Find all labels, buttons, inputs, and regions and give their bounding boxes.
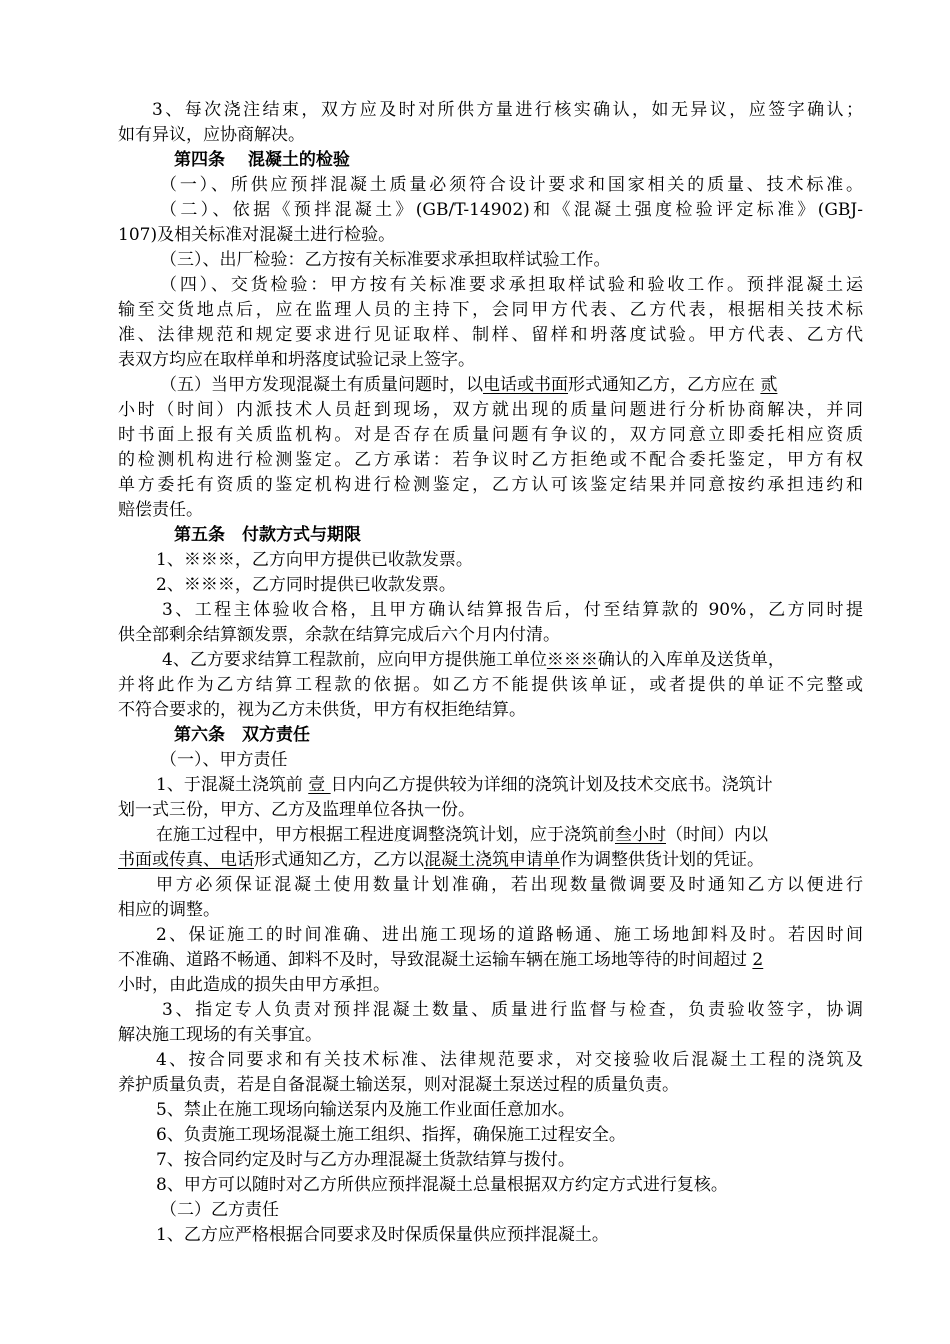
text-span: （二）乙方责任 [160,1200,279,1220]
paragraph-line [118,923,863,948]
text-span: （四）、交货检验：甲方按有关标准要求承担取样试验和验收工作。预拌混凝土运 [160,275,863,295]
text-span: 时书面上报有关质监机构。对是否存在质量问题有争议的，双方同意立即委托相应资质 [118,425,863,445]
underlined-field: 混凝土浇筑申请单 [424,850,560,870]
paragraph-line [118,873,863,898]
text-span: 1、乙方应严格根据合同要求及时保质保量供应预拌混凝土。 [156,1225,609,1245]
text-span: 5、禁止在施工现场向输送泵内及施工作业面任意加水。 [156,1100,575,1120]
paragraph-line [118,1023,863,1048]
section-heading [118,523,863,548]
text-span: 4、按合同要求和有关技术标准、法律规范要求，对交接验收后混凝土工程的浇筑及 [156,1050,863,1070]
text-span: 第六条 双方责任 [174,725,310,745]
paragraph-line [118,623,863,648]
paragraph-line [118,1198,863,1223]
text-span: 输至交货地点后，应在监理人员的主持下，会同甲方代表、乙方代表，根据相关技术标 [118,300,863,320]
paragraph-line [118,748,863,773]
text-span: 4、乙方要求结算工程款前，应向甲方提供施工单位 [162,650,547,670]
paragraph-line [118,998,863,1023]
text-span: 的检测机构进行检测鉴定。乙方承诺：若争议时乙方拒绝或不配合委托鉴定，甲方有权 [118,450,863,470]
paragraph-line [118,373,863,398]
paragraph-line [118,1173,863,1198]
paragraph-line [118,98,863,123]
text-span: 确认的入库单及送货单， [597,650,785,670]
text-span: 准、法律规范和规定要求进行见证取样、制样、留样和坍落度试验。甲方代表、乙方代 [118,325,863,345]
text-span: 8、甲方可以随时对乙方所供应预拌混凝土总量根据双方约定方式进行复核。 [156,1175,728,1195]
text-span: （时间）内以 [666,825,768,845]
text-span: 单方委托有资质的鉴定机构进行检测鉴定，乙方认可该鉴定结果并同意按约承担违约和 [118,475,863,495]
paragraph-line [118,323,863,348]
paragraph-line [118,848,863,873]
paragraph-line [118,948,863,973]
paragraph-line [118,1148,863,1173]
paragraph-line [118,1123,863,1148]
paragraph-line [118,398,863,423]
underlined-field: 贰 [760,375,778,395]
text-span: 第五条 付款方式与期限 [174,525,361,545]
text-span: 供全部剩余结算额发票，余款在结算完成后六个月内付清。 [118,625,560,645]
text-span: 3、每次浇注结束，双方应及时对所供方量进行核实确认，如无异议，应签字确认； [152,100,863,120]
text-span: 3、指定专人负责对预拌混凝土数量、质量进行监督与检查，负责验收签字，协调 [162,1000,863,1020]
paragraph-line [118,498,863,523]
paragraph-line [118,1073,863,1098]
text-span: 划一式三份，甲方、乙方及监理单位各执一份。 [118,800,475,820]
paragraph-line [118,473,863,498]
text-span: （二）、依据《预拌混凝土》(GB/T-14902)和《混凝土强度检验评定标准》(GBJ- [160,200,863,220]
paragraph-line [118,798,863,823]
text-span: （一）、甲方责任 [160,750,288,770]
paragraph-line [118,1098,863,1123]
text-span: 赔偿责任。 [118,500,203,520]
text-span: 日内向乙方提供较为详细的浇筑计划及技术交底书。浇筑计 [330,775,773,795]
text-span: 1、于混凝土浇筑前 [156,775,309,795]
text-span: 小时，由此造成的损失由甲方承担。 [118,975,390,995]
text-span: 形式通知乙方，乙方应在 [568,375,761,395]
paragraph-line [118,648,863,673]
underlined-field: 书面或传真、电话 [118,850,254,870]
text-span: 甲方必须保证混凝土使用数量计划准确，若出现数量微调要及时通知乙方以便进行 [156,875,863,895]
text-span: 3、工程主体验收合格，且甲方确认结算报告后，付至结算款的 90%，乙方同时提 [162,600,863,620]
text-span: 2、※※※，乙方同时提供已收款发票。 [156,575,456,595]
text-span: 小时（时间）内派技术人员赶到现场，双方就出现的质量问题进行分析协商解决，并同 [118,400,863,420]
paragraph-line [118,173,863,198]
text-span: 不准确、道路不畅通、卸料不及时，导致混凝土运输车辆在施工场地等待的时间超过 [118,950,753,970]
paragraph-line [118,248,863,273]
paragraph-line [118,698,863,723]
underlined-field: 2 [752,950,764,970]
text-span: （五）当甲方发现混凝土有质量问题时，以 [160,375,483,395]
text-span: 解决施工现场的有关事宜。 [118,1025,322,1045]
paragraph-line [118,673,863,698]
text-span: 养护质量负责，若是自备混凝土输送泵，则对混凝土泵送过程的质量负责。 [118,1075,679,1095]
paragraph-line [118,823,863,848]
text-span: 1、※※※，乙方向甲方提供已收款发票。 [156,550,473,570]
underlined-field: ※※※ [546,650,598,670]
section-heading [118,148,863,173]
underlined-field: 叁小时 [615,825,666,845]
text-span: 如有异议，应协商解决。 [118,125,305,145]
paragraph-line [118,1223,863,1248]
underlined-field: 电话或书面 [483,375,568,395]
paragraph-line [118,773,863,798]
text-span: 作为调整供货计划的凭证。 [560,850,764,870]
text-span: 在施工过程中，甲方根据工程进度调整浇筑计划，应于浇筑前 [156,825,615,845]
text-span: 表双方均应在取样单和坍落度试验记录上签字。 [118,350,475,370]
paragraph-line [118,898,863,923]
paragraph-line [118,273,863,298]
section-heading [118,723,863,748]
paragraph-line [118,548,863,573]
paragraph-line [118,123,863,148]
text-span: （三）、出厂检验：乙方按有关标准要求承担取样试验工作。 [160,250,611,270]
paragraph-line [118,573,863,598]
paragraph-line [118,1048,863,1073]
paragraph-line [118,423,863,448]
paragraph-line [118,198,863,223]
text-span: 2、保证施工的时间准确、进出施工现场的道路畅通、施工场地卸料及时。若因时间 [156,925,863,945]
text-span: 相应的调整。 [118,900,220,920]
paragraph-line [118,298,863,323]
text-span: 6、负责施工现场混凝土施工组织、指挥，确保施工过程安全。 [156,1125,626,1145]
paragraph-line [118,448,863,473]
text-span: 第四条 混凝土的检验 [174,150,350,170]
text-span: 不符合要求的，视为乙方未供货，甲方有权拒绝结算。 [118,700,526,720]
text-span: 7、按合同约定及时与乙方办理混凝土货款结算与拨付。 [156,1150,575,1170]
paragraph-line [118,598,863,623]
text-span: （一）、所供应预拌混凝土质量必须符合设计要求和国家相关的质量、技术标准。 [160,175,863,195]
paragraph-line [118,348,863,373]
paragraph-line [118,223,863,248]
text-span: 形式通知乙方，乙方以 [254,850,424,870]
text-span: 并将此作为乙方结算工程款的依据。如乙方不能提供该单证，或者提供的单证不完整或 [118,675,863,695]
paragraph-line [118,973,863,998]
text-span: 107)及相关标准对混凝土进行检验。 [118,225,396,245]
underlined-field: 壹 [308,775,331,795]
